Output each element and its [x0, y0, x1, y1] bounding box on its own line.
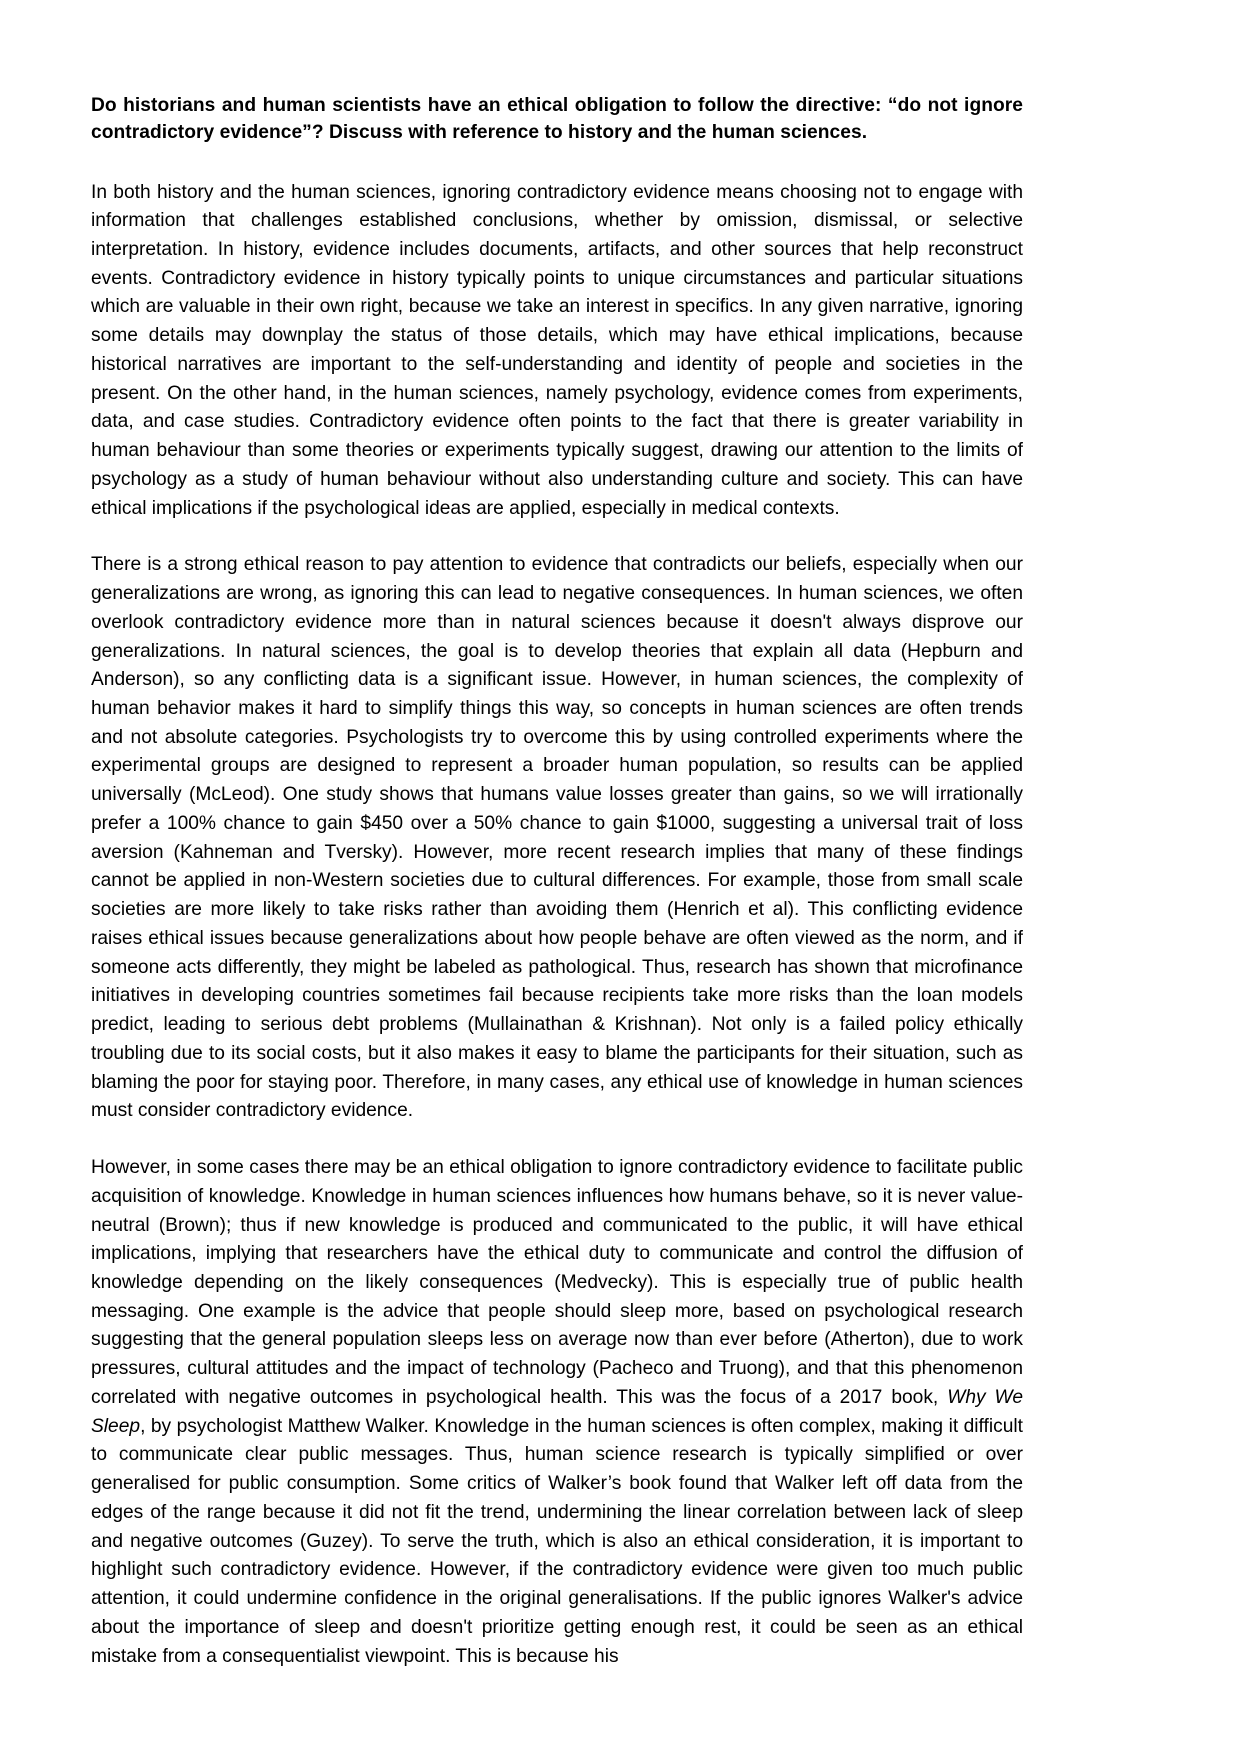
- body-paragraph-2: There is a strong ethical reason to pay attention to evidence that contradicts our beliefs, especially when our generalizations are wrong, as ignoring this can lead to negative consequences. In human sciences, we often overlook contradictory evidence more than in natural sciences because it doesn't always disprove our generalizations. In natural sciences, the goal is to develop theories that explain all data (Hepburn and Anderson), so any conflicting data is a significant issue. However, in human sciences, the complexity of human behavior makes it hard to simplify things this way, so concepts in human sciences are often trends and not absolute categories. Psychologists try to overcome this by using controlled experiments where the experimental groups are designed to represent a broader human population, so results can be applied universally (McLeod). One study shows that humans value losses greater than gains, so we will irrationally prefer a 100% chance to gain $450 over a 50% chance to gain $1000, suggesting a universal trait of loss aversion (Kahneman and Tversky). However, more recent research implies that many of these findings cannot be applied in non-Western societies due to cultural differences. For example, those from small scale societies are more likely to take risks rather than avoiding them (Henrich et al). This conflicting evidence raises ethical issues because generalizations about how people behave are often viewed as the norm, and if someone acts differently, they might be labeled as pathological. Thus, research has shown that microfinance initiatives in developing countries sometimes fail because recipients take more risks than the loan models predict, leading to serious debt problems (Mullainathan & Krishnan). Not only is a failed policy ethically troubling due to its social costs, but it also makes it easy to blame the participants for their situation, such as blaming the poor for staying poor. Therefore, in many cases, any ethical use of knowledge in human sciences must consider contradictory evidence.: [91, 554, 1023, 1122]
- title-spacer: [91, 147, 1023, 179]
- body-paragraph-3: [91, 1154, 1023, 1671]
- paragraph-spacer-1: [91, 523, 1023, 551]
- book-title-why-we-sleep: Why We Sleep: [91, 1386, 1023, 1437]
- page-title: Do historians and human scientists have an ethical obligation to follow the directive: “do not ignore contradictory evidence”? Discuss with reference to history and the human sciences.: [91, 95, 1023, 144]
- paragraph-3-text-after-book-title: , by psychologist Matthew Walker. Knowledge in the human sciences is often complex, making it difficult to communicate clear public messages. Thus, human science research is typically simplified or over generalised for public consumption. Some critics of Walker’s book found that Walker left off data from the edges of the range because it did not fit the trend, undermining the linear correlation between lack of sleep and negative outcomes (Guzey). To serve the truth, which is also an ethical consideration, it is important to highlight such contradictory evidence. However, if the contradictory evidence were given too much public attention, it could undermine confidence in the original generalisations. If the public ignores Walker's advice about the importance of sleep and doesn't prioritize getting enough rest, it could be seen as an ethical mistake from a consequentialist viewpoint. This is because his: [91, 1415, 1023, 1667]
- paragraph-3-text-before-book-title: However, in some cases there may be an ethical obligation to ignore contradictory evidence to facilitate public acquisition of knowledge. Knowledge in human sciences influences how humans behave, so it is never value-neutral (Brown); thus if new knowledge is produced and communicated to the public, it will have ethical implications, implying that researchers have the ethical duty to communicate and control the diffusion of knowledge depending on the likely consequences (Medvecky). This is especially true of public health messaging. One example is the advice that people should sleep more, based on psychological research suggesting that the general population sleeps less on average now than ever before (Atherton), due to work pressures, cultural attitudes and the impact of technology (Pacheco and Truong), and that this phenomenon correlated with negative outcomes in psychological health. This was the focus of a 2017 book,: [91, 1157, 1023, 1408]
- paragraph-spacer-2: [91, 1126, 1023, 1154]
- document-content: [91, 92, 1023, 1671]
- body-paragraph-1: In both history and the human sciences, ignoring contradictory evidence means choosing not to engage with information that challenges established conclusions, whether by omission, dismissal, or selective interpretation. In history, evidence includes documents, artifacts, and other sources that help reconstruct events. Contradictory evidence in history typically points to unique circumstances and particular situations which are valuable in their own right, because we take an interest in specifics. In any given narrative, ignoring some details may downplay the status of those details, which may have ethical implications, because historical narratives are important to the self-understanding and identity of people and societies in the present. On the other hand, in the human sciences, namely psychology, evidence comes from experiments, data, and case studies. Contradictory evidence often points to the fact that there is greater variability in human behaviour than some theories or experiments typically suggest, drawing our attention to the limits of psychology as a study of human behaviour without also understanding culture and society. This can have ethical implications if the psychological ideas are applied, especially in medical contexts.: [91, 181, 1023, 519]
